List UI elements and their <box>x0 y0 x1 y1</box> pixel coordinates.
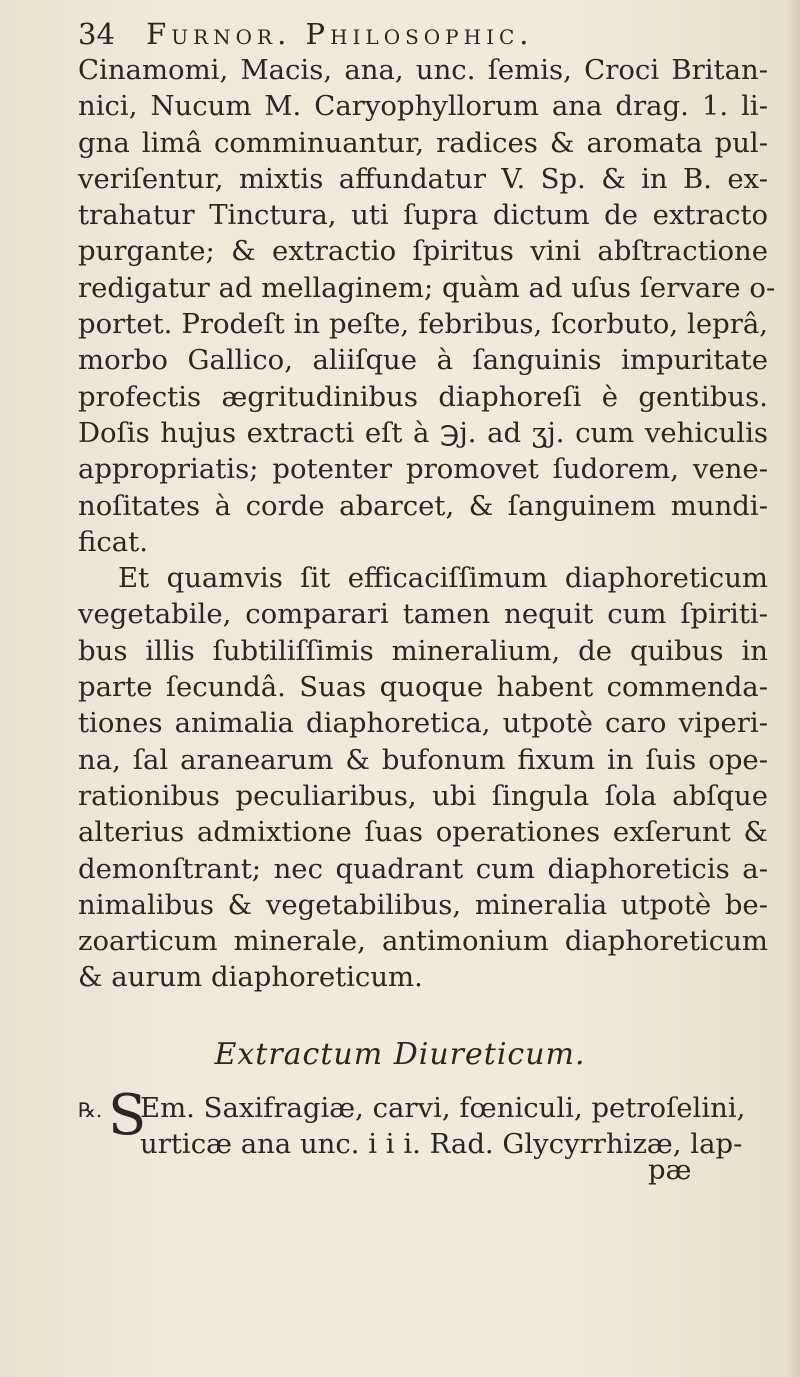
text-line: nici, Nucum M. Caryophyllorum ana drag. 1. li- <box>78 90 768 123</box>
text-line: ficat. <box>78 525 148 558</box>
text-line: zoarticum minerale, antimonium diaphoreticum <box>78 925 768 958</box>
text-line: gna limâ comminuantur, radices & aromata pul- <box>78 126 768 159</box>
recipe-symbol: ℞. <box>78 1098 103 1122</box>
text-line: appropriatis; potenter promovet ſudorem, vene- <box>78 453 768 486</box>
text-line: Doſis hujus extracti eſt à ℈j. ad ʒj. cum vehiculis <box>78 416 768 449</box>
text-line: bus illis ſubtiliſſimis mineralium, de quibus in <box>78 634 768 667</box>
text-line: tiones animalia diaphoretica, utpotè caro viperi- <box>78 707 768 740</box>
page-edge-shadow <box>786 0 800 1377</box>
drop-cap: S <box>108 1083 147 1148</box>
text-line: profectis ægritudinibus diaphoreſi è gentibus. <box>78 380 768 413</box>
recipe-line: urticæ ana unc. i i i. Rad. Glycyrrhizæ, lap- <box>140 1128 743 1161</box>
text-line: nimalibus & vegetabilibus, mineralia utpotè be- <box>78 888 768 921</box>
text-line: vegetabile, comparari tamen nequit cum ſpiriti- <box>78 598 768 631</box>
text-line: na, ſal aranearum & bufonum fixum in ſuis ope- <box>78 743 768 776</box>
text-line: portet. Prodeſt in peſte, febribus, ſcorbuto, leprâ, <box>78 308 768 341</box>
text-line: parte ſecundâ. Suas quoque habent commenda- <box>78 671 768 704</box>
body-text <box>78 52 776 996</box>
page-header <box>78 14 718 54</box>
text-line: veriſentur, mixtis affundatur V. Sp. & in B. ex- <box>78 162 768 195</box>
text-line: Et quamvis ſit efficaciſſimum diaphoreticum <box>118 562 768 595</box>
text-line: noſitates à corde abarcet, & ſanguinem mundi- <box>78 489 768 522</box>
text-line: demonſtrant; nec quadrant cum diaphoreticis a- <box>78 852 768 885</box>
running-title: Furnor. Philosophic. <box>146 17 534 51</box>
recipe-line: Em. Saxifragiæ, carvi, fœniculi, petroſelini, <box>140 1092 746 1124</box>
text-line: Cinamomi, Macis, ana, unc. ſemis, Croci Britan- <box>78 54 768 86</box>
text-line: redigatur ad mellaginem; quàm ad uſus ſervare o- <box>78 271 776 304</box>
text-line: trahatur Tinctura, uti ſupra dictum de extracto <box>78 199 768 232</box>
text-line: rationibus peculiaribus, ubi ſingula ſola abſque <box>78 779 768 812</box>
section-heading: Extractum Diureticum. <box>214 1037 586 1072</box>
text-line: morbo Gallico, aliiſque à ſanguinis impuritate <box>78 344 768 377</box>
catchword: pæ <box>648 1154 692 1186</box>
text-line: purgante; & extractio ſpiritus vini abſtractione <box>78 235 768 268</box>
text-line: & aurum diaphoreticum. <box>78 961 423 994</box>
page-number: 34 <box>78 17 115 51</box>
text-line: alterius admixtione ſuas operationes exſerunt & <box>78 816 768 849</box>
